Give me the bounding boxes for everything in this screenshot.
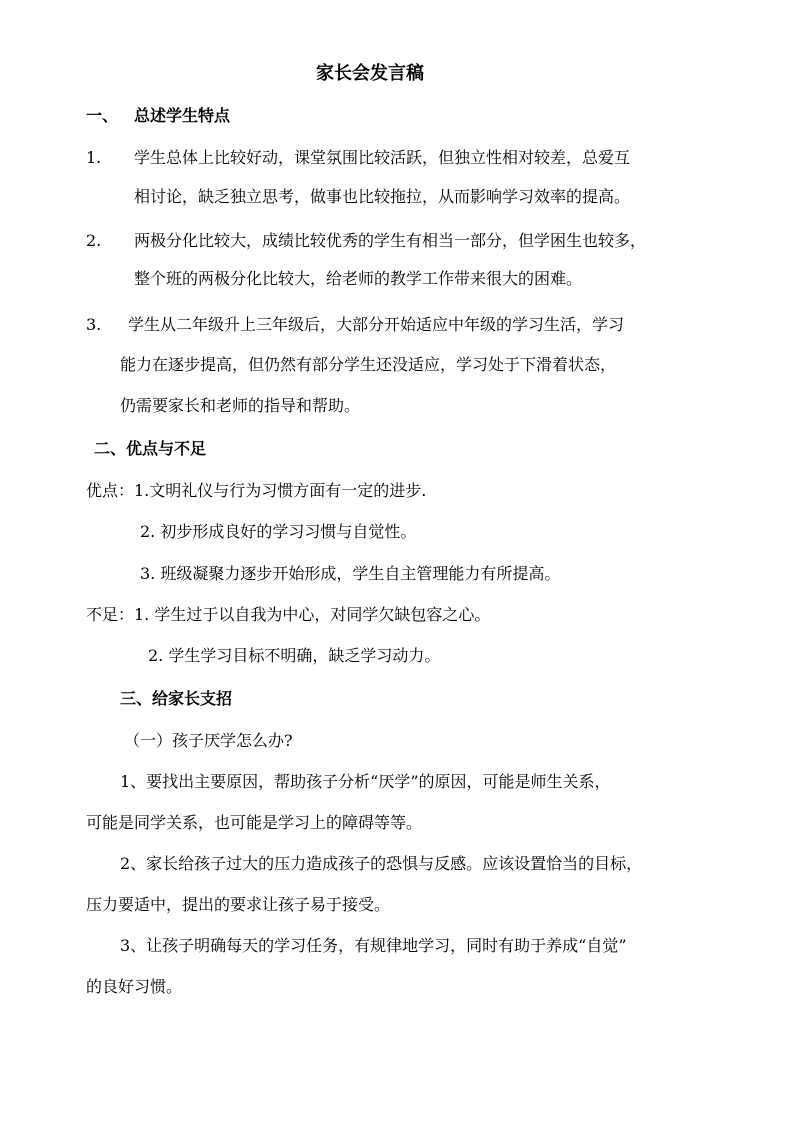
item-3-number: 3. xyxy=(86,315,102,334)
pros-item-2: 2. 初步形成良好的学习习惯与自觉性。 xyxy=(140,522,417,541)
cons-label: 不足： xyxy=(86,605,135,624)
pros-label: 优点： xyxy=(86,481,135,500)
item-1-number: 1. xyxy=(86,148,102,167)
item-3-line-1: 学生从二年级升上三年级后，大部分开始适应中年级的学习生活，学习 xyxy=(128,315,625,334)
pros-item-1: 1.文明礼仪与行为习惯方面有一定的进步. xyxy=(134,481,427,500)
advice-3-line-1: 3、让孩子明确每天的学习任务，有规律地学习，同时有助于养成“自觉” xyxy=(120,936,627,955)
advice-2-line-1: 2、家长给孩子过大的压力造成孩子的恐惧与反感。应该设置恰当的目标， xyxy=(120,854,643,873)
document-title: 家长会发言稿 xyxy=(316,63,424,84)
cons-item-1: 1. 学生过于以自我为中心，对同学欠缺包容之心。 xyxy=(134,605,491,624)
item-3-line-3: 仍需要家长和老师的指导和帮助。 xyxy=(120,396,361,415)
section-1-number: 一、 xyxy=(86,106,119,125)
item-1-line-1: 学生总体上比较好动，课堂氛围比较活跃，但独立性相对较差，总爱互 xyxy=(134,148,631,167)
item-2-line-2: 整个班的两极分化比较大，给老师的教学工作带来很大的困难。 xyxy=(134,269,583,288)
section-3-subheading: （一）孩子厌学怎么办? xyxy=(124,731,293,750)
cons-item-2: 2. 学生学习目标不明确，缺乏学习动力。 xyxy=(148,646,441,665)
section-2-heading: 二、优点与不足 xyxy=(94,439,207,458)
advice-1-line-2: 可能是同学关系，也可能是学习上的障碍等等。 xyxy=(86,813,423,832)
section-3-heading: 三、给家长支招 xyxy=(120,689,233,708)
item-2-line-1: 两极分化比较大，成绩比较优秀的学生有相当一部分，但学困生也较多， xyxy=(134,231,647,250)
pros-item-3: 3. 班级凝聚力逐步开始形成，学生自主管理能力有所提高。 xyxy=(140,564,561,583)
advice-1-line-1: 1、要找出主要原因，帮助孩子分析“厌学”的原因，可能是师生关系， xyxy=(120,772,611,791)
item-1-line-2: 相讨论，缺乏独立思考，做事也比较拖拉，从而影响学习效率的提高。 xyxy=(134,187,631,206)
item-3-line-2: 能力在逐步提高，但仍然有部分学生还没适应，学习处于下滑着状态， xyxy=(120,355,617,374)
section-1-heading: 总述学生特点 xyxy=(134,106,231,125)
item-2-number: 2. xyxy=(86,231,102,250)
advice-2-line-2: 压力要适中，提出的要求让孩子易于接受。 xyxy=(86,895,391,914)
advice-3-line-2: 的良好习惯。 xyxy=(86,977,183,996)
